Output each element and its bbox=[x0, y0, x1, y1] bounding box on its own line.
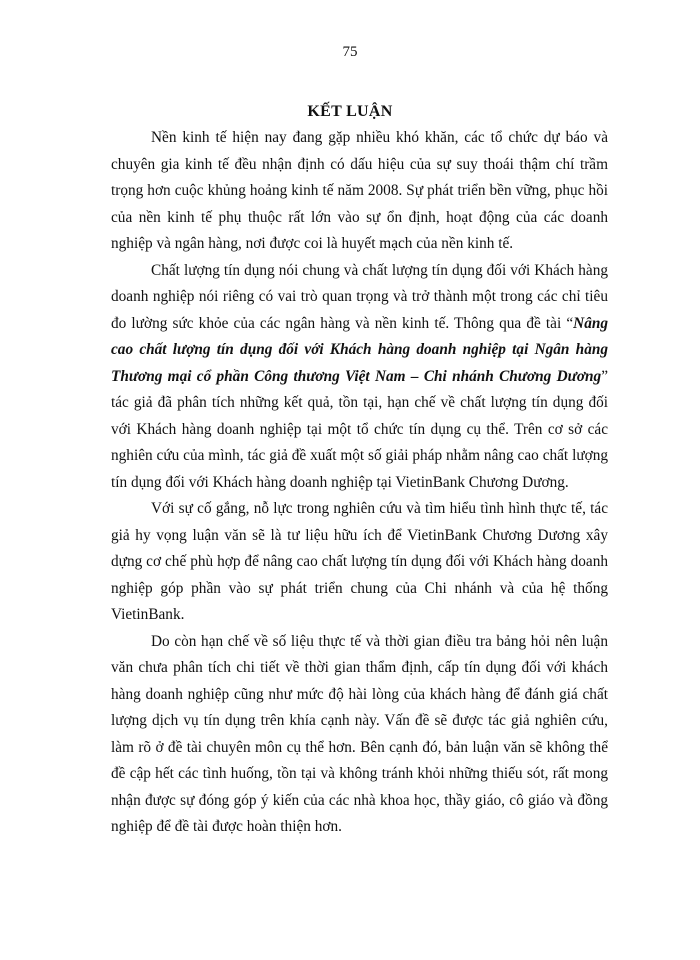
page-number: 75 bbox=[342, 44, 358, 60]
thesis-title-emphasis: Nâng cao chất lượng tín dụng đối với Khách hàng doanh nghiệp tại Ngân hàng Thương mại cổ phần Công thương Việt Nam – Chi nhánh Chương Dương bbox=[111, 314, 608, 385]
paragraph-1: Nền kinh tế hiện nay đang gặp nhiều khó khăn, các tổ chức dự báo và chuyên gia kinh tế đều nhận định có dấu hiệu của sự suy thoái thậm chí trầm trọng hơn cuộc khủng hoảng kinh tế năm 2008. Sự phát triển bền vững, phục hồi của nền kinh tế phụ thuộc rất lớn vào sự ổn định, hoạt động của các doanh nghiệp và ngân hàng, nơi được coi là huyết mạch của nền kinh tế. bbox=[111, 129, 608, 252]
paragraph-4: Do còn hạn chế về số liệu thực tế và thời gian điều tra bảng hỏi nên luận văn chưa phân tích chi tiết về thời gian thẩm định, cấp tín dụng đối với khách hàng doanh nghiệp cũng như mức độ hài lòng của khách hàng để đánh giá chất lượng dịch vụ tín dụng trên khía cạnh này. Vấn đề sẽ được tác giả nghiên cứu, làm rõ ở đề tài chuyên môn cụ thể hơn. Bên cạnh đó, bản luận văn sẽ không thể đề cập hết các tình huống, tồn tại và không tránh khỏi những thiếu sót, rất mong nhận được sự đóng góp ý kiến của các nhà khoa học, thầy giáo, cô giáo và đồng nghiệp để đề tài được hoàn thiện hơn. bbox=[111, 632, 608, 835]
section-title: KẾT LUẬN bbox=[307, 103, 393, 120]
body-text bbox=[111, 125, 608, 841]
paragraph-3: Với sự cố gắng, nỗ lực trong nghiên cứu và tìm hiểu tình hình thực tế, tác giả hy vọng luận văn sẽ là tư liệu hữu ích để VietinBank Chương Dương xây dựng cơ chế phù hợp để nâng cao chất lượng tín dụng đối với Khách hàng doanh nghiệp góp phần vào sự phát triển chung của Chi nhánh và của hệ thống VietinBank. bbox=[111, 500, 608, 623]
paragraph-2-intro: Chất lượng tín dụng nói chung và chất lượng tín dụng đối với Khách hàng doanh nghiệp nói riêng có vai trò quan trọng và trở thành một trong các chỉ tiêu đo lường sức khỏe của các ngân hàng và nền kinh tế. Thông qua đề tài “ bbox=[111, 261, 608, 332]
paragraph-2 bbox=[111, 258, 608, 497]
paragraph-2-rest: ” tác giả đã phân tích những kết quả, tồn tại, hạn chế về chất lượng tín dụng đối với Khách hàng doanh nghiệp tại một tổ chức tín dụng cụ thể. Trên cơ sở các nghiên cứu của mình, tác giả đề xuất một số giải pháp nhằm nâng cao chất lượng tín dụng đối với Khách hàng doanh nghiệp tại VietinBank Chương Dương. bbox=[111, 367, 608, 491]
